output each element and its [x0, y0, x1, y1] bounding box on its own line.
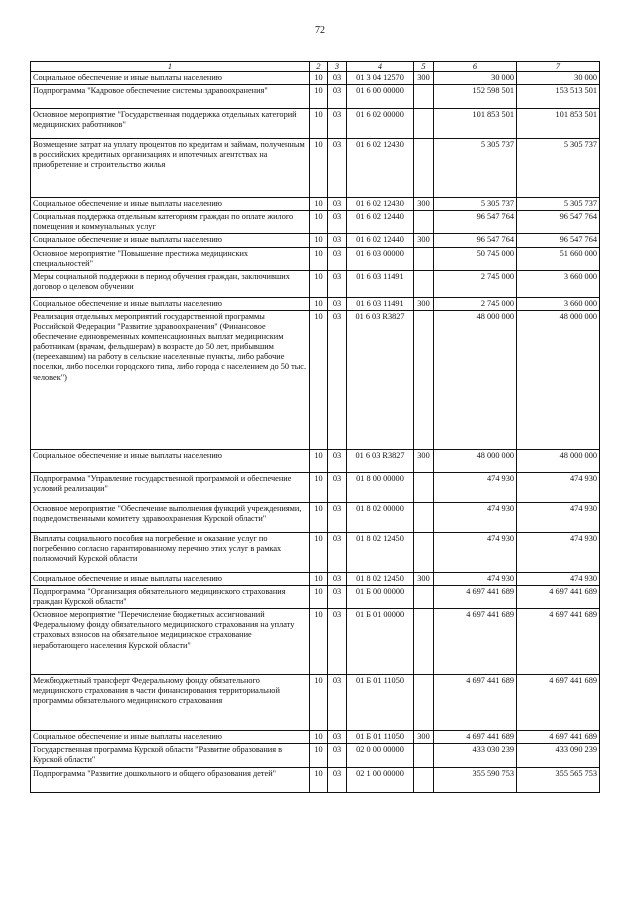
header-cell: 5: [414, 62, 434, 72]
amount-year-2-cell: 474 930: [517, 502, 600, 532]
expense-type-cell: [414, 472, 434, 502]
header-cell: 3: [328, 62, 347, 72]
amount-year-1-cell: 2 745 000: [434, 270, 517, 297]
row-name-cell: Основное мероприятие "Перечисление бюджетных ассигнований Федеральному фонду обязательного медицинского страхования на уплату страховых взносов на обязательное медицинское страхование неработающего населения Курской области": [31, 609, 310, 675]
subsection-code-cell: 03: [328, 310, 347, 449]
amount-year-2-cell: 433 090 239: [517, 744, 600, 767]
section-code-cell: 10: [310, 211, 328, 234]
row-name-cell: Социальное обеспечение и иные выплаты населению: [31, 297, 310, 310]
section-code-cell: 10: [310, 310, 328, 449]
subsection-code-cell: 03: [328, 270, 347, 297]
table-row: [31, 247, 600, 270]
amount-year-1-cell: 4 697 441 689: [434, 675, 517, 731]
section-code-cell: 10: [310, 297, 328, 310]
table-row: [31, 731, 600, 744]
expense-type-cell: [414, 609, 434, 675]
section-code-cell: 10: [310, 85, 328, 109]
target-article-cell: 01 8 02 00000: [347, 502, 414, 532]
table-row: [31, 744, 600, 767]
amount-year-2-cell: 3 660 000: [517, 270, 600, 297]
target-article-cell: 01 6 02 12430: [347, 198, 414, 211]
section-code-cell: 10: [310, 731, 328, 744]
subsection-code-cell: 03: [328, 139, 347, 198]
subsection-code-cell: 03: [328, 731, 347, 744]
table-row: [31, 85, 600, 109]
row-name-cell: Социальное обеспечение и иные выплаты населению: [31, 731, 310, 744]
row-name-cell: Социальная поддержка отдельным категориям граждан по оплате жилого помещения и коммунальных услуг: [31, 211, 310, 234]
table-row: [31, 211, 600, 234]
section-code-cell: 10: [310, 270, 328, 297]
table-row: [31, 109, 600, 139]
target-article-cell: 01 6 03 R3827: [347, 310, 414, 449]
section-code-cell: 10: [310, 744, 328, 767]
target-article-cell: 01 6 03 11491: [347, 297, 414, 310]
target-article-cell: 01 6 02 12440: [347, 234, 414, 247]
table-row: [31, 139, 600, 198]
header-cell: 1: [31, 62, 310, 72]
table-row: [31, 297, 600, 310]
target-article-cell: 01 6 03 11491: [347, 270, 414, 297]
table-row: [31, 609, 600, 675]
table-row: [31, 198, 600, 211]
amount-year-2-cell: 3 660 000: [517, 297, 600, 310]
section-code-cell: 10: [310, 139, 328, 198]
amount-year-1-cell: 30 000: [434, 72, 517, 85]
subsection-code-cell: 03: [328, 675, 347, 731]
table-row: [31, 767, 600, 792]
amount-year-2-cell: 4 697 441 689: [517, 585, 600, 608]
amount-year-1-cell: 2 745 000: [434, 297, 517, 310]
row-name-cell: Государственная программа Курской области "Развитие образования в Курской области": [31, 744, 310, 767]
target-article-cell: 01 6 02 12440: [347, 211, 414, 234]
expense-type-cell: 300: [414, 72, 434, 85]
target-article-cell: 01 6 02 12430: [347, 139, 414, 198]
amount-year-1-cell: 48 000 000: [434, 449, 517, 472]
row-name-cell: Основное мероприятие "Государственная поддержка отдельных категорий медицинских работников": [31, 109, 310, 139]
target-article-cell: 02 0 00 00000: [347, 744, 414, 767]
target-article-cell: 01 Б 01 00000: [347, 609, 414, 675]
amount-year-2-cell: 474 930: [517, 572, 600, 585]
target-article-cell: 01 Б 01 11050: [347, 731, 414, 744]
target-article-cell: 01 3 04 12570: [347, 72, 414, 85]
amount-year-1-cell: 4 697 441 689: [434, 585, 517, 608]
target-article-cell: 01 Б 01 11050: [347, 675, 414, 731]
subsection-code-cell: 03: [328, 502, 347, 532]
amount-year-1-cell: 96 547 764: [434, 234, 517, 247]
subsection-code-cell: 03: [328, 85, 347, 109]
table-row: [31, 675, 600, 731]
expense-type-cell: [414, 310, 434, 449]
header-cell: 2: [310, 62, 328, 72]
section-code-cell: 10: [310, 572, 328, 585]
subsection-code-cell: 03: [328, 449, 347, 472]
header-cell: 4: [347, 62, 414, 72]
expense-type-cell: [414, 502, 434, 532]
section-code-cell: 10: [310, 449, 328, 472]
subsection-code-cell: 03: [328, 72, 347, 85]
table-body: [31, 72, 600, 793]
subsection-code-cell: 03: [328, 198, 347, 211]
expense-type-cell: [414, 247, 434, 270]
amount-year-1-cell: 96 547 764: [434, 211, 517, 234]
amount-year-1-cell: 5 305 737: [434, 198, 517, 211]
row-name-cell: Социальное обеспечение и иные выплаты населению: [31, 72, 310, 85]
amount-year-1-cell: 433 030 239: [434, 744, 517, 767]
subsection-code-cell: 03: [328, 744, 347, 767]
section-code-cell: 10: [310, 502, 328, 532]
amount-year-1-cell: 4 697 441 689: [434, 731, 517, 744]
section-code-cell: 10: [310, 675, 328, 731]
expense-type-cell: 300: [414, 198, 434, 211]
amount-year-2-cell: 4 697 441 689: [517, 609, 600, 675]
row-name-cell: Выплаты социального пособия на погребение и оказание услуг по погребению согласно гарантированному перечню этих услуг в рамках полномочий Курской области: [31, 532, 310, 572]
amount-year-2-cell: 48 000 000: [517, 310, 600, 449]
row-name-cell: Меры социальной поддержки в период обучения граждан, заключивших договор о целевом обучении: [31, 270, 310, 297]
table-row: [31, 502, 600, 532]
amount-year-2-cell: 96 547 764: [517, 234, 600, 247]
row-name-cell: Социальное обеспечение и иные выплаты населению: [31, 198, 310, 211]
expense-type-cell: [414, 270, 434, 297]
expense-type-cell: [414, 109, 434, 139]
amount-year-1-cell: 474 930: [434, 502, 517, 532]
amount-year-2-cell: 5 305 737: [517, 139, 600, 198]
amount-year-2-cell: 101 853 501: [517, 109, 600, 139]
subsection-code-cell: 03: [328, 767, 347, 792]
row-name-cell: Основное мероприятие "Обеспечение выполнения функций учреждениями, подведомственными комитету здравоохранения Курской области": [31, 502, 310, 532]
table-row: [31, 234, 600, 247]
expense-type-cell: [414, 532, 434, 572]
table-row: [31, 72, 600, 85]
amount-year-2-cell: 355 565 753: [517, 767, 600, 792]
row-name-cell: Подпрограмма "Организация обязательного медицинского страхования граждан Курской области": [31, 585, 310, 608]
amount-year-2-cell: 96 547 764: [517, 211, 600, 234]
expense-type-cell: [414, 675, 434, 731]
amount-year-2-cell: 474 930: [517, 472, 600, 502]
expense-type-cell: [414, 585, 434, 608]
amount-year-2-cell: 153 513 501: [517, 85, 600, 109]
budget-table: [30, 61, 600, 793]
expense-type-cell: [414, 767, 434, 792]
amount-year-2-cell: 48 000 000: [517, 449, 600, 472]
target-article-cell: 01 6 00 00000: [347, 85, 414, 109]
subsection-code-cell: 03: [328, 572, 347, 585]
section-code-cell: 10: [310, 72, 328, 85]
amount-year-1-cell: 152 598 501: [434, 85, 517, 109]
table-row: [31, 310, 600, 449]
section-code-cell: 10: [310, 532, 328, 572]
row-name-cell: Подпрограмма "Управление государственной программой и обеспечение условий реализации": [31, 472, 310, 502]
target-article-cell: 01 8 02 12450: [347, 532, 414, 572]
target-article-cell: 02 1 00 00000: [347, 767, 414, 792]
subsection-code-cell: 03: [328, 532, 347, 572]
row-name-cell: Социальное обеспечение и иные выплаты населению: [31, 572, 310, 585]
amount-year-2-cell: 474 930: [517, 532, 600, 572]
amount-year-1-cell: 474 930: [434, 472, 517, 502]
target-article-cell: 01 6 02 00000: [347, 109, 414, 139]
row-name-cell: Возмещение затрат на уплату процентов по кредитам и займам, полученным в российских кредитных организациях и ипотечных агентствах на приобретение и строительство жилья: [31, 139, 310, 198]
expense-type-cell: 300: [414, 297, 434, 310]
table-row: [31, 585, 600, 608]
table-row: [31, 270, 600, 297]
section-code-cell: 10: [310, 109, 328, 139]
subsection-code-cell: 03: [328, 234, 347, 247]
amount-year-2-cell: 5 305 737: [517, 198, 600, 211]
expense-type-cell: [414, 139, 434, 198]
target-article-cell: 01 6 03 R3827: [347, 449, 414, 472]
expense-type-cell: [414, 211, 434, 234]
row-name-cell: Реализация отдельных мероприятий государственной программы Российской Федерации "Развитие здравоохранения" (Финансовое обеспечение единовременных компенсационных выплат медицинским работникам (врачам, фельдшерам) в возрасте до 50 лет, прибывшим (переехавшим) на работу в сельские населенные пункты, либо рабочие поселки, либо поселки городского типа, либо города с населением до 50 тыс. человек"): [31, 310, 310, 449]
header-cell: 7: [517, 62, 600, 72]
amount-year-2-cell: 4 697 441 689: [517, 731, 600, 744]
amount-year-2-cell: 51 660 000: [517, 247, 600, 270]
table-row: [31, 449, 600, 472]
expense-type-cell: 300: [414, 234, 434, 247]
amount-year-1-cell: 48 000 000: [434, 310, 517, 449]
header-row: [31, 62, 600, 72]
expense-type-cell: [414, 744, 434, 767]
subsection-code-cell: 03: [328, 211, 347, 234]
expense-type-cell: 300: [414, 731, 434, 744]
target-article-cell: 01 8 00 00000: [347, 472, 414, 502]
section-code-cell: 10: [310, 767, 328, 792]
row-name-cell: Подпрограмма "Кадровое обеспечение системы здравоохранения": [31, 85, 310, 109]
section-code-cell: 10: [310, 198, 328, 211]
row-name-cell: Социальное обеспечение и иные выплаты населению: [31, 449, 310, 472]
subsection-code-cell: 03: [328, 609, 347, 675]
expense-type-cell: [414, 85, 434, 109]
row-name-cell: Социальное обеспечение и иные выплаты населению: [31, 234, 310, 247]
row-name-cell: Межбюджетный трансферт Федеральному фонду обязательного медицинского страхования в части финансирования территориальной программы обязательного медицинского страхования: [31, 675, 310, 731]
amount-year-1-cell: 5 305 737: [434, 139, 517, 198]
target-article-cell: 01 Б 00 00000: [347, 585, 414, 608]
table-row: [31, 532, 600, 572]
subsection-code-cell: 03: [328, 297, 347, 310]
section-code-cell: 10: [310, 609, 328, 675]
subsection-code-cell: 03: [328, 247, 347, 270]
amount-year-1-cell: 474 930: [434, 532, 517, 572]
header-cell: 6: [434, 62, 517, 72]
amount-year-1-cell: 4 697 441 689: [434, 609, 517, 675]
subsection-code-cell: 03: [328, 109, 347, 139]
amount-year-2-cell: 4 697 441 689: [517, 675, 600, 731]
section-code-cell: 10: [310, 472, 328, 502]
amount-year-1-cell: 474 930: [434, 572, 517, 585]
row-name-cell: Подпрограмма "Развитие дошкольного и общего образования детей": [31, 767, 310, 792]
table-row: [31, 572, 600, 585]
section-code-cell: 10: [310, 585, 328, 608]
target-article-cell: 01 8 02 12450: [347, 572, 414, 585]
section-code-cell: 10: [310, 247, 328, 270]
subsection-code-cell: 03: [328, 585, 347, 608]
amount-year-1-cell: 50 745 000: [434, 247, 517, 270]
section-code-cell: 10: [310, 234, 328, 247]
row-name-cell: Основное мероприятие "Повышение престижа медицинских специальностей": [31, 247, 310, 270]
amount-year-1-cell: 355 590 753: [434, 767, 517, 792]
amount-year-1-cell: 101 853 501: [434, 109, 517, 139]
table-row: [31, 472, 600, 502]
page-number: 72: [315, 25, 325, 36]
amount-year-2-cell: 30 000: [517, 72, 600, 85]
target-article-cell: 01 6 03 00000: [347, 247, 414, 270]
expense-type-cell: 300: [414, 572, 434, 585]
expense-type-cell: 300: [414, 449, 434, 472]
subsection-code-cell: 03: [328, 472, 347, 502]
